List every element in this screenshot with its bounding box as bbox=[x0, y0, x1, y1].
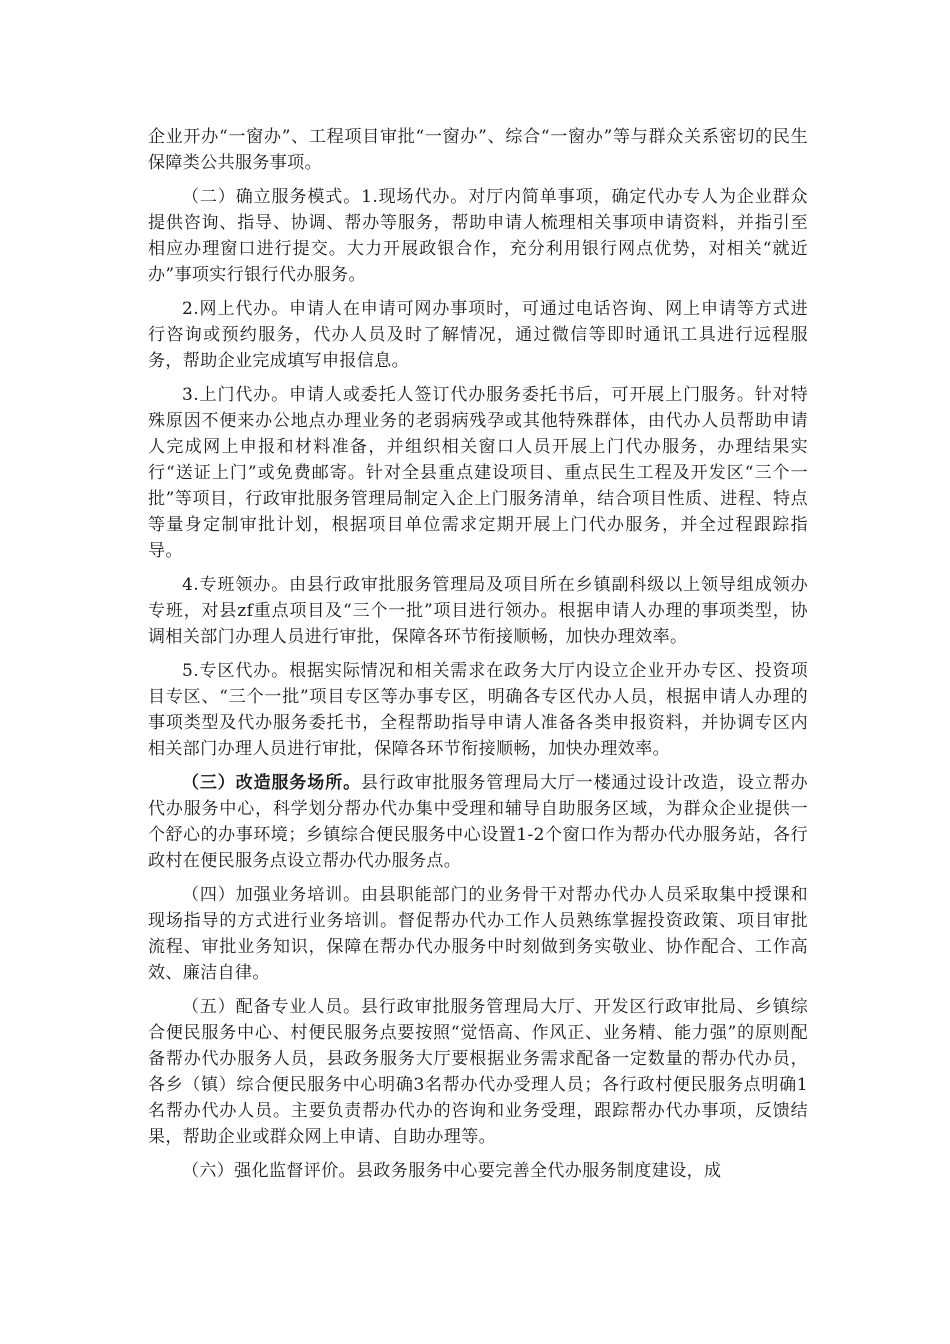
paragraph-2 bbox=[148, 184, 808, 288]
paragraph-1-text: 企业开办“一窗办”、工程项目审批“一窗办”、综合“一窗办”等与群众关系密切的民生保障类公共服务事项。 bbox=[148, 127, 808, 173]
paragraph-6-text: 5.专区代办。根据实际情况和相关需求在政务大厅内设立企业开办专区、投资项目专区、“三个一批”项目专区等办事专区，明确各专区代办人员，根据申请人办理的事项类型及代办服务委托书，全程帮助指导申请人准备各类申报资料，并协调专区内相关部门办理人员进行审批，保障各环节衔接顺畅，加快办理效率。 bbox=[148, 661, 808, 759]
paragraph-5-text: 4.专班领办。由县行政审批服务管理局及项目所在乡镇副科级以上领导组成领办专班，对县zf重点项目及“三个一批”项目进行领办。根据申请人办理的事项类型，协调相关部门办理人员进行审批，保障各环节衔接顺畅，加快办理效率。 bbox=[148, 575, 808, 647]
paragraph-8 bbox=[148, 882, 808, 986]
paragraph-10-text: （六）强化监督评价。县政务服务中心要完善全代办服务制度建设，成 bbox=[182, 1161, 722, 1181]
paragraph-4-text: 3.上门代办。申请人或委托人签订代办服务委托书后，可开展上门服务。针对特殊原因不便来办公地点办理业务的老弱病残孕或其他特殊群体，由代办人员帮助申请人完成网上申报和材料准备，并组织相关窗口人员开展上门代办服务，办理结果实行“送证上门”或免费邮寄。针对全县重点建设项目、重点民生工程及开发区“三个一批”等项目，行政审批服务管理局制定入企上门服务清单，结合项目性质、进程、特点等量身定制审批计划，根据项目单位需求定期开展上门代办服务，并全过程跟踪指导。 bbox=[148, 385, 808, 561]
paragraph-3 bbox=[148, 296, 808, 374]
paragraph-1 bbox=[148, 124, 808, 176]
paragraph-9 bbox=[148, 994, 808, 1150]
paragraph-7-bold-heading: （三）改造服务场所。 bbox=[182, 773, 361, 793]
paragraph-5 bbox=[148, 572, 808, 650]
paragraph-9-text: （五）配备专业人员。县行政审批服务管理局大厅、开发区行政审批局、乡镇综合便民服务中心、村便民服务点要按照“觉悟高、作风正、业务精、能力强”的原则配备帮办代办服务人员，县政务服务大厅要根据业务需求配备一定数量的帮办代办员，各乡（镇）综合便民服务中心明确3名帮办代办受理人员；各行政村便民服务点明确1名帮办代办人员。主要负责帮办代办的咨询和业务受理，跟踪帮办代办事项，反馈结果，帮助企业或群众网上申请、自助办理等。 bbox=[148, 997, 808, 1147]
paragraph-6 bbox=[148, 658, 808, 762]
paragraph-3-text: 2.网上代办。申请人在申请可网办事项时，可通过电话咨询、网上申请等方式进行咨询或预约服务，代办人员及时了解情况，通过微信等即时通讯工具进行远程服务，帮助企业完成填写申报信息。 bbox=[148, 299, 808, 371]
paragraph-10 bbox=[148, 1158, 808, 1184]
document-body bbox=[148, 124, 808, 1192]
paragraph-7 bbox=[148, 770, 808, 874]
paragraph-7-text: 县行政审批服务管理局大厅一楼通过设计改造，设立帮办代办服务中心，科学划分帮办代办集中受理和辅导自助服务区域，为群众企业提供一个舒心的办事环境；乡镇综合便民服务中心设置1-2个窗口作为帮办代办服务站，各行政村在便民服务点设立帮办代办服务点。 bbox=[148, 773, 808, 871]
paragraph-2-text: （二）确立服务模式。1.现场代办。对厅内简单事项，确定代办专人为企业群众提供咨询、指导、协调、帮办等服务，帮助申请人梳理相关事项申请资料，并指引至相应办理窗口进行提交。大力开展政银合作，充分利用银行网点优势，对相关“就近办”事项实行银行代办服务。 bbox=[148, 187, 808, 285]
paragraph-4 bbox=[148, 382, 808, 564]
paragraph-8-text: （四）加强业务培训。由县职能部门的业务骨干对帮办代办人员采取集中授课和现场指导的方式进行业务培训。督促帮办代办工作人员熟练掌握投资政策、项目审批流程、审批业务知识，保障在帮办代办服务中时刻做到务实敬业、协作配合、工作高效、廉洁自律。 bbox=[148, 885, 808, 983]
